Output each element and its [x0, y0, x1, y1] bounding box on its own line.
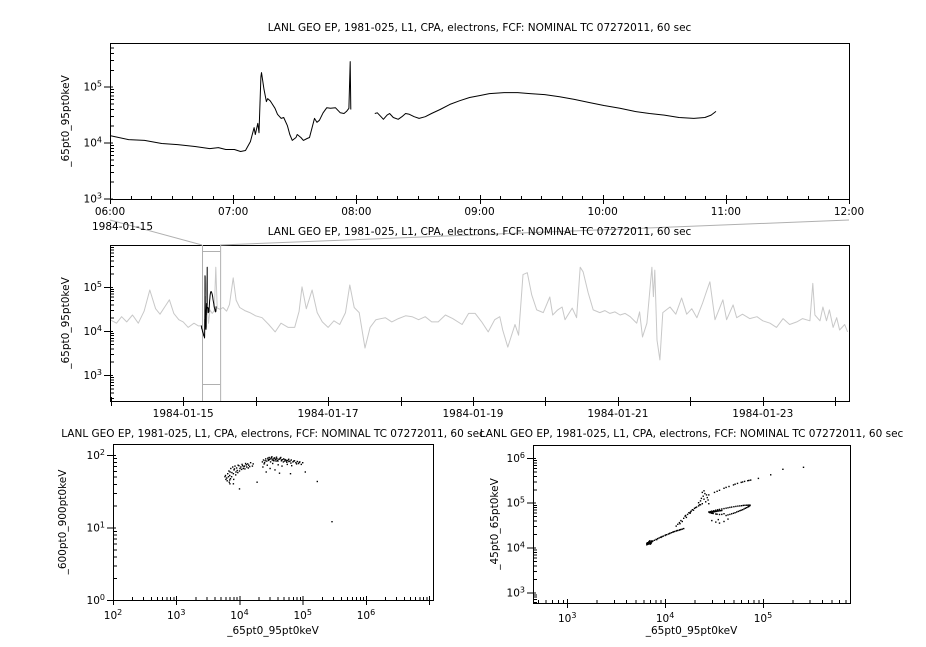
- svg-text:104: $10^4$: [230, 608, 249, 622]
- svg-text:10:00: 10:00: [587, 206, 618, 218]
- svg-text:08:00: 08:00: [341, 206, 372, 218]
- svg-text:105: $10^5$: [753, 611, 773, 625]
- svg-text:103: $10^3$: [83, 191, 102, 206]
- svg-text:07:00: 07:00: [218, 206, 249, 218]
- svg-text:103: $10^3$: [167, 608, 186, 622]
- svg-text:1984-01-19: 1984-01-19: [442, 408, 504, 420]
- svg-text:105: $10^5$: [506, 495, 525, 510]
- svg-text:103: $10^3$: [506, 585, 525, 600]
- svg-text:100: $10^0$: [86, 593, 105, 607]
- context-overlay-selected-interval: [201, 267, 216, 338]
- svg-text:102: $10^2$: [86, 447, 105, 462]
- svg-text:103: $10^3$: [83, 368, 102, 382]
- svg-text:101: $10^1$: [86, 520, 105, 535]
- context-panel[interactable]: [84, 246, 850, 421]
- x-axis-label-scatter-right: _65pt0_95pt0keV: [645, 625, 738, 637]
- svg-text:102: $10^2$: [103, 608, 123, 622]
- plot-title-top: LANL GEO EP, 1981-025, L1, CPA, electrons, FCF: NOMINAL TC 07272011, 60 sec: [267, 22, 692, 34]
- plot-title-scatter-left: LANL GEO EP, 1981-025, L1, CPA, electrons, FCF: NOMINAL TC 07272011, 60 sec: [61, 428, 485, 440]
- plot-title-scatter-right: LANL GEO EP, 1981-025, L1, CPA, electrons, FCF: NOMINAL TC 07272011, 60 sec: [479, 428, 904, 440]
- y-axis-label-scatter-right: _45pt0_65pt0keV: [489, 478, 501, 570]
- y-axis-label-top: _65pt0_95pt0keV: [60, 75, 72, 167]
- svg-text:105: $10^5$: [293, 608, 312, 622]
- top-panel[interactable]: [84, 44, 865, 219]
- y-axis-label-scatter-left: _600pt0_900pt0keV: [57, 469, 69, 575]
- svg-text:106: $10^6$: [356, 608, 376, 622]
- scatter-left-panel[interactable]: [87, 445, 434, 623]
- date-annotation: 1984-01-15: [92, 221, 154, 233]
- svg-text:104: $10^4$: [506, 540, 525, 555]
- svg-text:1984-01-15: 1984-01-15: [152, 408, 214, 420]
- svg-text:105: $10^5$: [83, 279, 102, 294]
- svg-text:104: $10^4$: [655, 611, 675, 625]
- svg-text:1984-01-21: 1984-01-21: [587, 408, 649, 420]
- svg-text:11:00: 11:00: [710, 206, 741, 218]
- svg-text:106: $10^6$: [506, 450, 525, 465]
- svg-text:12:00: 12:00: [833, 206, 865, 218]
- svg-text:103: $10^3$: [558, 611, 577, 625]
- svg-text:1984-01-23: 1984-01-23: [732, 408, 794, 420]
- x-axis-label-scatter-left: _65pt0_95pt0keV: [227, 625, 319, 637]
- svg-text:1984-01-17: 1984-01-17: [297, 408, 359, 420]
- y-axis-label-context: _65pt0_95pt0keV: [60, 277, 72, 369]
- svg-text:104: $10^4$: [83, 135, 102, 150]
- svg-text:09:00: 09:00: [464, 206, 495, 218]
- plot-title-context: LANL GEO EP, 1981-025, L1, CPA, electrons, FCF: NOMINAL TC 07272011, 60 sec: [267, 226, 692, 238]
- svg-text:105: $10^5$: [83, 79, 102, 94]
- svg-text:06:00: 06:00: [94, 206, 126, 218]
- scatter-right-panel[interactable]: [507, 446, 851, 626]
- svg-text:104: $10^4$: [83, 323, 102, 338]
